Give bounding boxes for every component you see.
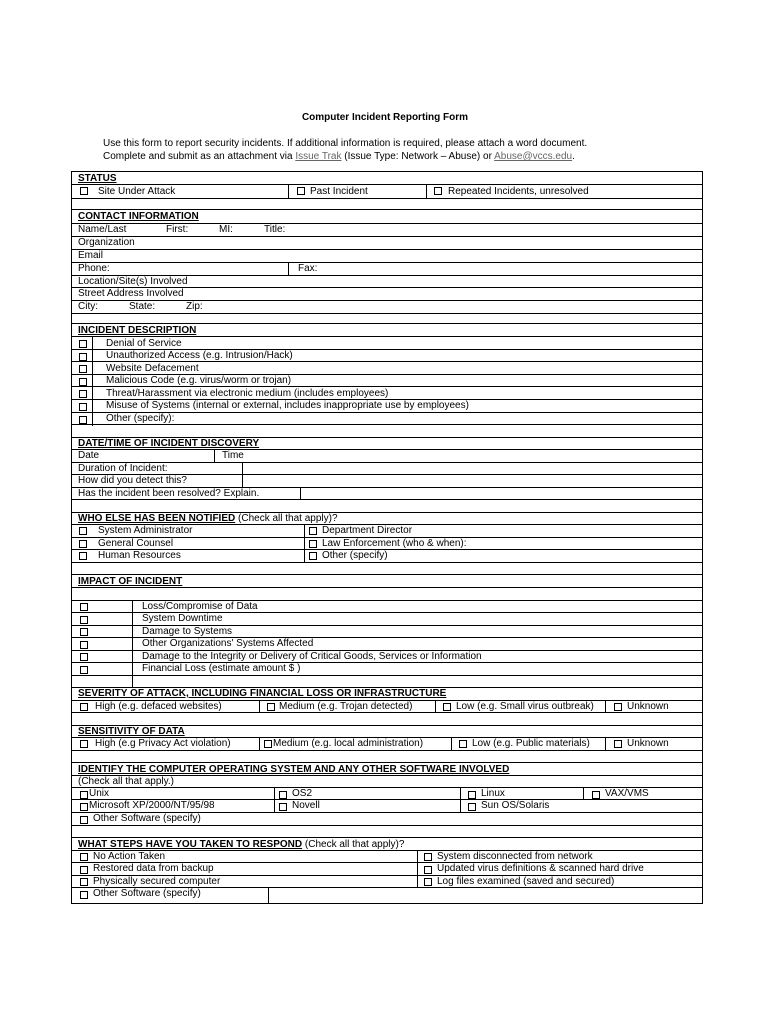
os-option: OS2 — [292, 788, 313, 799]
contact-heading: CONTACT INFORMATION — [78, 211, 199, 222]
os-option: Linux — [481, 788, 505, 799]
incident-item: Malicious Code (e.g. virus/worm or trojan) — [106, 375, 292, 386]
steps-heading: WHAT STEPS HAVE YOU TAKEN TO RESPOND — [78, 839, 303, 850]
rule — [72, 300, 702, 301]
divider — [417, 850, 418, 887]
divider — [460, 787, 461, 812]
divider — [259, 737, 260, 750]
rule — [72, 574, 702, 575]
severity-checkbox[interactable] — [443, 703, 451, 711]
divider — [288, 184, 289, 198]
intro-line-1: Use this form to report security incidents. If additional information is required, please attach a word document. — [103, 138, 588, 149]
intro-line-2 — [103, 150, 587, 163]
issue-trak-link[interactable]: Issue Trak — [295, 151, 342, 162]
os-option: Sun OS/Solaris — [481, 800, 550, 811]
resolved-label: Has the incident been resolved? Explain. — [78, 488, 260, 499]
first-label: First: — [166, 224, 189, 235]
status-checkbox[interactable] — [80, 187, 88, 195]
steps-item: Restored data from backup — [93, 863, 214, 874]
notified-checkbox[interactable] — [309, 527, 317, 535]
sensitivity-option: High (e.g Privacy Act violation) — [95, 738, 231, 749]
incident-checkbox[interactable] — [79, 403, 87, 411]
severity-checkbox[interactable] — [614, 703, 622, 711]
severity-option: Medium (e.g. Trojan detected) — [279, 701, 413, 712]
os-note: (Check all that apply.) — [78, 776, 174, 787]
steps-checkbox[interactable] — [80, 878, 88, 886]
city-label: City: — [78, 301, 98, 312]
os-checkbox[interactable] — [468, 803, 476, 811]
os-option: VAX/VMS — [605, 788, 649, 799]
notified-checkbox[interactable] — [309, 552, 317, 560]
impact-item: Other Organizations' Systems Affected — [142, 638, 314, 649]
impact-checkbox[interactable] — [80, 616, 88, 624]
rule — [72, 198, 702, 199]
notified-item: Department Director — [322, 525, 413, 536]
intro-text — [103, 137, 587, 163]
divider — [259, 700, 260, 712]
steps-item: Physically secured computer — [93, 876, 221, 887]
os-checkbox[interactable] — [279, 803, 287, 811]
notified-item: Other (specify) — [322, 550, 388, 561]
organization-label: Organization — [78, 237, 135, 248]
status-option: Site Under Attack — [98, 186, 176, 197]
steps-checkbox[interactable] — [80, 891, 88, 899]
sensitivity-option: Medium (e.g. local administration) — [273, 738, 424, 749]
notified-item: General Counsel — [98, 538, 174, 549]
divider — [274, 787, 275, 812]
severity-option: Low (e.g. Small virus outbreak) — [456, 701, 594, 712]
mi-label: MI: — [219, 224, 233, 235]
sensitivity-heading: SENSITIVITY OF DATA — [78, 726, 185, 737]
state-label: State: — [129, 301, 156, 312]
rule — [72, 323, 702, 324]
impact-item: Loss/Compromise of Data — [142, 601, 258, 612]
severity-checkbox[interactable] — [267, 703, 275, 711]
os-checkbox[interactable] — [592, 791, 600, 799]
abuse-email-link[interactable]: Abuse@vccs.edu — [494, 151, 573, 162]
fax-label: Fax: — [298, 263, 318, 274]
incident-item: Denial of Service — [106, 338, 182, 349]
divider — [605, 737, 606, 750]
divider — [214, 449, 215, 462]
os-checkbox[interactable] — [80, 791, 88, 799]
rule — [72, 184, 702, 185]
impact-checkbox[interactable] — [80, 603, 88, 611]
incident-checkbox[interactable] — [79, 353, 87, 361]
divider — [242, 462, 243, 487]
sensitivity-checkbox[interactable] — [614, 740, 622, 748]
location-label: Location/Site(s) Involved — [78, 276, 188, 287]
notified-note: (Check all that apply)? — [235, 513, 338, 524]
impact-item: Financial Loss (estimate amount $ ) — [142, 663, 301, 674]
rule — [72, 313, 702, 314]
severity-option: High (e.g. defaced websites) — [95, 701, 222, 712]
steps-checkbox[interactable] — [80, 866, 88, 874]
incident-item: Misuse of Systems (internal or external, includes inappropriate use by employees) — [106, 400, 469, 411]
impact-heading: IMPACT OF INCIDENT — [78, 576, 183, 587]
divider — [426, 184, 427, 198]
steps-item: Other Software (specify) — [93, 888, 201, 899]
impact-item: Damage to the Integrity or Delivery of Critical Goods, Services or Information — [142, 651, 482, 662]
notified-heading-row — [78, 513, 338, 525]
notified-checkbox[interactable] — [79, 527, 87, 535]
rule — [72, 750, 702, 751]
divider — [268, 887, 269, 904]
impact-checkbox[interactable] — [80, 653, 88, 661]
status-heading: STATUS — [78, 173, 117, 184]
divider — [132, 600, 133, 688]
email-label: Email — [78, 250, 104, 261]
incident-heading: INCIDENT DESCRIPTION — [78, 325, 197, 336]
intro-pre: Complete and submit as an attachment via — [103, 151, 296, 162]
os-checkbox[interactable] — [468, 791, 476, 799]
impact-item: Damage to Systems — [142, 626, 233, 637]
status-option: Past Incident — [310, 186, 368, 197]
rule — [72, 762, 702, 763]
notified-checkbox[interactable] — [79, 540, 87, 548]
steps-note: (Check all that apply)? — [302, 839, 405, 850]
os-heading: IDENTIFY THE COMPUTER OPERATING SYSTEM AND ANY OTHER SOFTWARE INVOLVED — [78, 764, 510, 775]
incident-form — [71, 171, 703, 904]
divider — [288, 262, 289, 275]
steps-heading-row — [78, 839, 404, 851]
incident-item: Website Defacement — [106, 363, 199, 374]
steps-checkbox[interactable] — [424, 866, 432, 874]
date-label: Date — [78, 450, 100, 461]
discovery-heading: DATE/TIME OF INCIDENT DISCOVERY — [78, 438, 260, 449]
divider — [605, 700, 606, 712]
severity-heading: SEVERITY OF ATTACK, INCLUDING FINANCIAL LOSS OR INFRASTRUCTURE — [78, 688, 447, 699]
impact-checkbox[interactable] — [80, 628, 88, 636]
os-option: Unix — [89, 788, 110, 799]
impact-checkbox[interactable] — [80, 666, 88, 674]
zip-label: Zip: — [186, 301, 203, 312]
incident-checkbox[interactable] — [79, 340, 87, 348]
notified-item: Human Resources — [98, 550, 181, 561]
steps-checkbox[interactable] — [80, 853, 88, 861]
duration-label: Duration of Incident: — [78, 463, 168, 474]
incident-item: Unauthorized Access (e.g. Intrusion/Hack) — [106, 350, 293, 361]
severity-option: Unknown — [627, 701, 669, 712]
divider — [304, 524, 305, 562]
divider — [300, 487, 301, 499]
incident-checkbox[interactable] — [79, 416, 87, 424]
intro-mid: (Issue Type: Network – Abuse) or — [341, 151, 495, 162]
notified-checkbox[interactable] — [309, 540, 317, 548]
incident-checkbox[interactable] — [79, 390, 87, 398]
rule — [72, 825, 702, 826]
sensitivity-option: Unknown — [627, 738, 669, 749]
os-checkbox[interactable] — [80, 816, 88, 824]
detect-label: How did you detect this? — [78, 475, 187, 486]
rule — [72, 262, 702, 263]
divider — [583, 787, 584, 799]
rule — [72, 209, 702, 210]
time-label: Time — [222, 450, 244, 461]
incident-checkbox[interactable] — [79, 365, 87, 373]
status-checkbox[interactable] — [434, 187, 442, 195]
rule — [72, 837, 702, 838]
status-checkbox[interactable] — [297, 187, 305, 195]
os-option: Novell — [292, 800, 320, 811]
page-title: Computer Incident Reporting Form — [301, 112, 469, 123]
incident-checkbox[interactable] — [79, 378, 87, 386]
divider — [435, 700, 436, 712]
street-label: Street Address Involved — [78, 288, 184, 299]
steps-checkbox[interactable] — [424, 853, 432, 861]
notified-item: Law Enforcement (who & when): — [322, 538, 467, 549]
rule — [72, 675, 702, 676]
name-last-label: Name/Last — [78, 224, 127, 235]
sensitivity-option: Low (e.g. Public materials) — [472, 738, 590, 749]
rule — [72, 249, 702, 250]
os-checkbox[interactable] — [279, 791, 287, 799]
rule — [72, 236, 702, 237]
os-option: Other Software (specify) — [93, 813, 201, 824]
steps-checkbox[interactable] — [424, 878, 432, 886]
incident-item: Threat/Harassment via electronic medium (includes employees) — [106, 388, 389, 399]
impact-item: System Downtime — [142, 613, 223, 624]
steps-item: No Action Taken — [93, 851, 166, 862]
impact-checkbox[interactable] — [80, 641, 88, 649]
sensitivity-checkbox[interactable] — [80, 740, 88, 748]
notified-checkbox[interactable] — [79, 552, 87, 560]
os-checkbox[interactable] — [80, 803, 88, 811]
os-option: Microsoft XP/2000/NT/95/98 — [89, 800, 215, 811]
status-option: Repeated Incidents, unresolved — [448, 186, 589, 197]
sensitivity-checkbox[interactable] — [459, 740, 467, 748]
notified-heading: WHO ELSE HAS BEEN NOTIFIED — [78, 513, 236, 524]
severity-checkbox[interactable] — [80, 703, 88, 711]
incident-item: Other (specify): — [106, 413, 175, 424]
notified-item: System Administrator — [98, 525, 193, 536]
sensitivity-checkbox[interactable] — [264, 740, 272, 748]
steps-item: Updated virus definitions & scanned hard drive — [437, 863, 644, 874]
rule — [72, 562, 702, 563]
divider — [451, 737, 452, 750]
intro-end: . — [572, 151, 575, 162]
title-label: Title: — [264, 224, 286, 235]
steps-item: Log files examined (saved and secured) — [437, 876, 615, 887]
divider — [92, 336, 93, 426]
steps-item: System disconnected from network — [437, 851, 593, 862]
phone-label: Phone: — [78, 263, 110, 274]
